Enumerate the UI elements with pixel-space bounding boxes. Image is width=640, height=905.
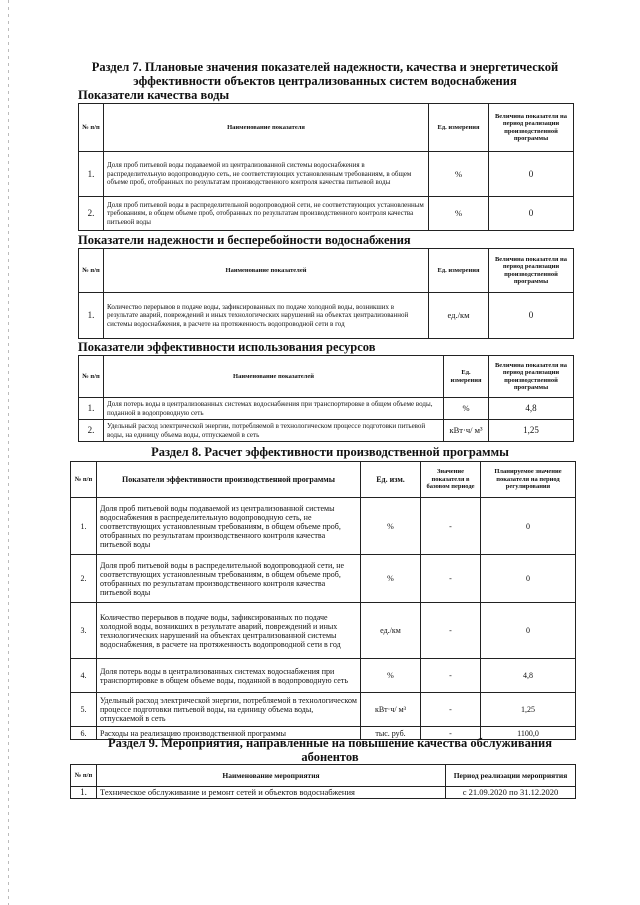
row-unit: кВт·ч/ м³ (361, 693, 421, 727)
row-num: 1. (79, 398, 104, 420)
row-period: с 21.09.2020 по 31.12.2020 (446, 787, 576, 799)
row-base: - (421, 659, 481, 693)
table-header-row (79, 104, 574, 152)
table-row (79, 420, 574, 442)
header-value: Величина показателя на период реализации производственной программы (489, 249, 574, 293)
header-num: № п/п (79, 104, 104, 152)
section8-title: Раздел 8. Расчет эффективности производственной программы (151, 445, 509, 459)
row-unit: % (361, 498, 421, 555)
header-unit: Ед. измерения (429, 249, 489, 293)
row-num: 1. (79, 152, 104, 197)
header-base: Значение показателя в базовом периоде (421, 462, 481, 498)
row-plan: 4,8 (481, 659, 576, 693)
row-unit: тыс. руб. (361, 727, 421, 740)
table-header-row (71, 462, 576, 498)
section9-title-line2: абонентов (301, 750, 359, 764)
row-name: Доля потерь воды в централизованных системах водоснабжения при транспортировке в общем объеме воды, поданной в водопроводную сеть (97, 659, 361, 693)
reliability-heading: Показатели надежности и бесперебойности водоснабжения (78, 233, 411, 247)
header-num: № п/п (79, 249, 104, 293)
row-name: Доля проб питьевой воды в распределительной водопроводной сети, не соответствующих установленным требованиям, в общем объеме проб, отобранных по результатам производственного контроля качества питьевой воды (104, 197, 429, 231)
header-num: № п/п (71, 765, 97, 787)
row-num: 3. (71, 603, 97, 659)
row-unit: % (444, 398, 489, 420)
row-name: Доля проб питьевой воды подаваемой из централизованной системы водоснабжения в распределительную водопроводную сеть, не соответствующих установленным требованиям, в общем объеме проб, отобранных по результатам производственного контроля качества питьевой воды (104, 152, 429, 197)
row-name: Расходы на реализацию производственной программы (97, 727, 361, 740)
section7-title-line2: эффективности объектов централизованных систем водоснабжения (133, 74, 517, 88)
row-unit: % (429, 197, 489, 231)
row-base: - (421, 693, 481, 727)
row-name: Удельный расход электрической энергии, потребляемой в технологическом процессе подготовки питьевой воды, на единицу объема воды, отпускаемой в сеть (97, 693, 361, 727)
row-base: - (421, 603, 481, 659)
table-row (71, 787, 576, 799)
row-num: 2. (79, 197, 104, 231)
scan-edge (8, 0, 9, 905)
row-num: 1. (71, 787, 97, 799)
row-plan: 1,25 (481, 693, 576, 727)
section9-table (70, 764, 576, 799)
header-name: Наименование показателя (104, 104, 429, 152)
row-num: 2. (71, 555, 97, 603)
table-row (79, 197, 574, 231)
quality-heading: Показатели качества воды (78, 88, 230, 102)
header-name: Наименование показателей (104, 356, 444, 398)
row-name: Техническое обслуживание и ремонт сетей и объектов водоснабжения (97, 787, 446, 799)
row-unit: % (361, 659, 421, 693)
header-name: Показатели эффективности производственной программы (97, 462, 361, 498)
header-num: № п/п (79, 356, 104, 398)
row-plan: 0 (481, 555, 576, 603)
row-value: 1,25 (489, 420, 574, 442)
header-name: Наименование показателей (104, 249, 429, 293)
reliability-table (78, 248, 574, 339)
header-period: Период реализации мероприятия (446, 765, 576, 787)
row-num: 1. (79, 293, 104, 339)
table-header-row (79, 356, 574, 398)
header-unit: Ед. измерения (444, 356, 489, 398)
row-base: - (421, 727, 481, 740)
row-num: 2. (79, 420, 104, 442)
efficiency-heading: Показатели эффективности использования ресурсов (78, 340, 376, 354)
row-base: - (421, 498, 481, 555)
section9-title-line1: Раздел 9. Мероприятия, направленные на повышение качества обслуживания (107, 736, 553, 750)
row-plan: 0 (481, 498, 576, 555)
row-num: 1. (71, 498, 97, 555)
header-unit: Ед. изм. (361, 462, 421, 498)
row-unit: % (361, 555, 421, 603)
table-row (79, 398, 574, 420)
row-value: 0 (489, 293, 574, 339)
table-row (71, 603, 576, 659)
row-unit: ед./км (429, 293, 489, 339)
row-unit: % (429, 152, 489, 197)
row-name: Доля проб питьевой воды подаваемой из централизованной системы водоснабжения в распределительную водопроводную сеть, не соответствующих установленным требованиям, в общем объеме проб, отобранных по результатам производственного контроля качества питьевой воды (97, 498, 361, 555)
row-num: 6. (71, 727, 97, 740)
row-base: - (421, 555, 481, 603)
row-unit: ед./км (361, 603, 421, 659)
quality-table (78, 103, 574, 231)
table-row (71, 659, 576, 693)
efficiency-table (78, 355, 574, 442)
table-row (71, 498, 576, 555)
row-value: 4,8 (489, 398, 574, 420)
row-name: Количество перерывов в подаче воды, зафиксированных по подаче холодной воды, возникших в результате аварий, повреждений и иных технологических нарушений на объектах централизованной системы водоснабжения, в расчете на протяженность водопроводной сети в год (97, 603, 361, 659)
header-value: Величина показателя на период реализации производственной программы (489, 356, 574, 398)
header-plan: Планируемое значение показателя на период регулирования (481, 462, 576, 498)
row-plan: 1100,0 (481, 727, 576, 740)
row-name: Количество перерывов в подаче воды, зафиксированных по подаче холодной воды, возникших в результате аварий, повреждений и иных технологических нарушений на объектах централизованной системы водоснабжения, в расчете на протяженность водопроводной сети в год (104, 293, 429, 339)
row-name: Доля проб питьевой воды в распределительной водопроводной сети, не соответствующих установленным требованиям, в общем объеме проб, отобранных по результатам производственного контроля качества питьевой воды (97, 555, 361, 603)
row-name: Доля потерь воды в централизованных системах водоснабжения при транспортировке в общем объеме воды, поданной в водопроводную сеть (104, 398, 444, 420)
table-header-row (71, 765, 576, 787)
table-row (71, 555, 576, 603)
table-header-row (79, 249, 574, 293)
row-value: 0 (489, 197, 574, 231)
row-unit: кВт·ч/ м³ (444, 420, 489, 442)
table-row (79, 152, 574, 197)
header-value: Величина показателя на период реализации производственной программы (489, 104, 574, 152)
table-row (71, 693, 576, 727)
row-plan: 0 (481, 603, 576, 659)
section8-table (70, 461, 576, 740)
header-num: № п/п (71, 462, 97, 498)
header-name: Наименование мероприятия (97, 765, 446, 787)
row-value: 0 (489, 152, 574, 197)
row-num: 4. (71, 659, 97, 693)
header-unit: Ед. измерения (429, 104, 489, 152)
table-row (79, 293, 574, 339)
row-name: Удельный расход электрической энергии, потребляемой в технологическом процессе подготовки питьевой воды, на единицу объема воды, отпускаемой в сеть (104, 420, 444, 442)
row-num: 5. (71, 693, 97, 727)
section7-title-line1: Раздел 7. Плановые значения показателей надежности, качества и энергетической (91, 60, 559, 74)
